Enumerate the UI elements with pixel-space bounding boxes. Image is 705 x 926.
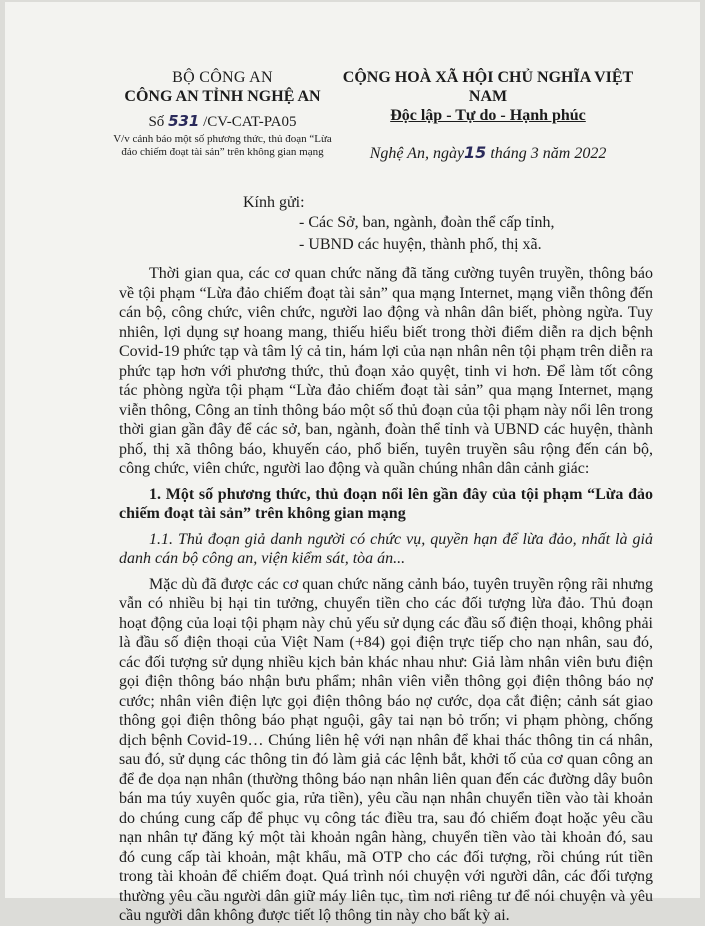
republic-title: CỘNG HOÀ XÃ HỘI CHỦ NGHĨA VIỆT NAM <box>342 69 634 105</box>
intro-paragraph: Thời gian qua, các cơ quan chức năng đã tăng cường tuyên truyền, thông báo về tội phạm “Lừa đảo chiếm đoạt tài sản” qua mạng Internet, mạng viễn thông đến cán bộ, công chức, viên chức, người lao động và nhân dân biết, phòng ngừa. Tuy nhiên, lợi dụng sự hoang mang, thiếu hiểu biết trong thời điểm diễn ra dịch bệnh Covid-19 phức tạp và tâm lý cả tin, hám lợi của nạn nhân nên tội phạm trên diễn ra phức tạp hơn với phương thức, thủ đoạn xảo quyệt, tinh vi hơn. Để làm tốt công tác phòng ngừa tội phạm “Lừa đảo chiếm đoạt tài sản” qua mạng Internet, mạng viễn thông, Công an tỉnh thông báo một số thủ đoạn của tội phạm này nổi lên trong thời gian gần đây để các sở, ban, ngành, đoàn thể tỉnh và UBND các huyện, thành phố, thị xã thông báo, khuyến cáo, phổ biến, tuyên truyền sâu rộng đến cán bộ, công chức, viên chức, người lao động và quần chúng nhân dân cảnh giác: <box>119 265 653 477</box>
national-motto: Độc lập - Tự do - Hạnh phúc <box>390 107 586 124</box>
place-date <box>323 143 653 163</box>
subsection-heading: 1.1. Thủ đoạn giả danh người có chức vụ, quyền hạn để lừa đảo, nhất là giả danh cán bộ công an, viện kiểm sát, tòa án... <box>119 530 653 567</box>
body-paragraph: Mặc dù đã được các cơ quan chức năng cảnh báo, tuyên truyền rộng rãi nhưng vẫn có nhiều bị hại tin tưởng, chuyển tiền cho các đối tượng lừa đảo. Thủ đoạn hoạt động của loại tội phạm này chủ yếu sử dụng các đầu số điện thoại, không phải là đầu số điện thoại của Việt Nam (+84) gọi điện trực tiếp cho nạn nhân, sau đó, các đối tượng sử dụng nhiều kịch bản khác nhau như: Giả làm nhân viên bưu điện gọi điện thông báo nhận bưu phẩm; nhân viên viễn thông gọi điện thông báo nợ cước; nhân viên điện lực gọi điện thông báo nợ cước, dọa cắt điện; cảnh sát giao thông gọi điện thông báo phạt nguội, gây tai nạn bỏ trốn; vi phạm phòng, chống dịch bệnh Covid-19… Chúng liên hệ với nạn nhân để khai thác thông tin cá nhân, sau đó, sử dụng các thông tin đó làm giả các lệnh bắt, khởi tố của cơ quan công an để đe dọa nạn nhân (thường thông báo nạn nhân liên quan đến các đường dây buôn bán ma túy xuyên quốc gia, rửa tiền), yêu cầu nạn nhân chuyển tiền vào tài khoản do chúng cung cấp để phục vụ công tác điều tra, sau đó chiếm đoạt hoặc yêu cầu nạn nhân tự đăng ký một tài khoản ngân hàng, chuyển tiền vào tài khoản đó, sau đó cung cấp tài khoản, mật khẩu, mã OTP cho các đối tượng, rồi chúng rút tiền trong tài khoản để chiếm đoạt. Quá trình nói chuyện với người dân, các đối tượng thường yêu cầu người dân giữ máy liên tục, tìm nơi riêng tư để nói chuyện và yêu cầu người dân không được tiết lộ thông tin này cho bất kỳ ai. <box>119 575 653 924</box>
doc-no-suffix: /CV-CAT-PA05 <box>203 114 297 130</box>
addressee-line: - Các Sở, ban, ngành, đoàn thể cấp tỉnh, <box>299 214 555 231</box>
addressee-label: Kính gửi: <box>243 194 305 211</box>
document-body <box>119 264 653 926</box>
issuer-block <box>110 68 335 159</box>
doc-no-handwritten: 531 <box>168 112 200 130</box>
place-prefix: Nghệ An, ngày <box>369 145 465 162</box>
doc-no-prefix: Số <box>148 114 165 130</box>
document-subject: V/v cảnh báo một số phương thức, thủ đoạn “Lừa đảo chiếm đoạt tài sản” trên không gian mạng <box>113 133 332 158</box>
day-handwritten: 15 <box>464 143 487 162</box>
department-name: CÔNG AN TỈNH NGHỆ AN <box>124 88 321 105</box>
addressee-line: - UBND các huyện, thành phố, thị xã. <box>299 236 542 253</box>
section-heading: 1. Một số phương thức, thủ đoạn nổi lên gần đây của tội phạm “Lừa đảo chiếm đoạt tài sản” trên không gian mạng <box>119 485 653 522</box>
addressee-list <box>299 212 555 256</box>
place-suffix: tháng 3 năm 2022 <box>486 145 607 162</box>
ministry-name: BỘ CÔNG AN <box>172 69 273 86</box>
document-page <box>5 2 700 924</box>
document-number <box>110 112 335 132</box>
national-header <box>323 68 653 163</box>
